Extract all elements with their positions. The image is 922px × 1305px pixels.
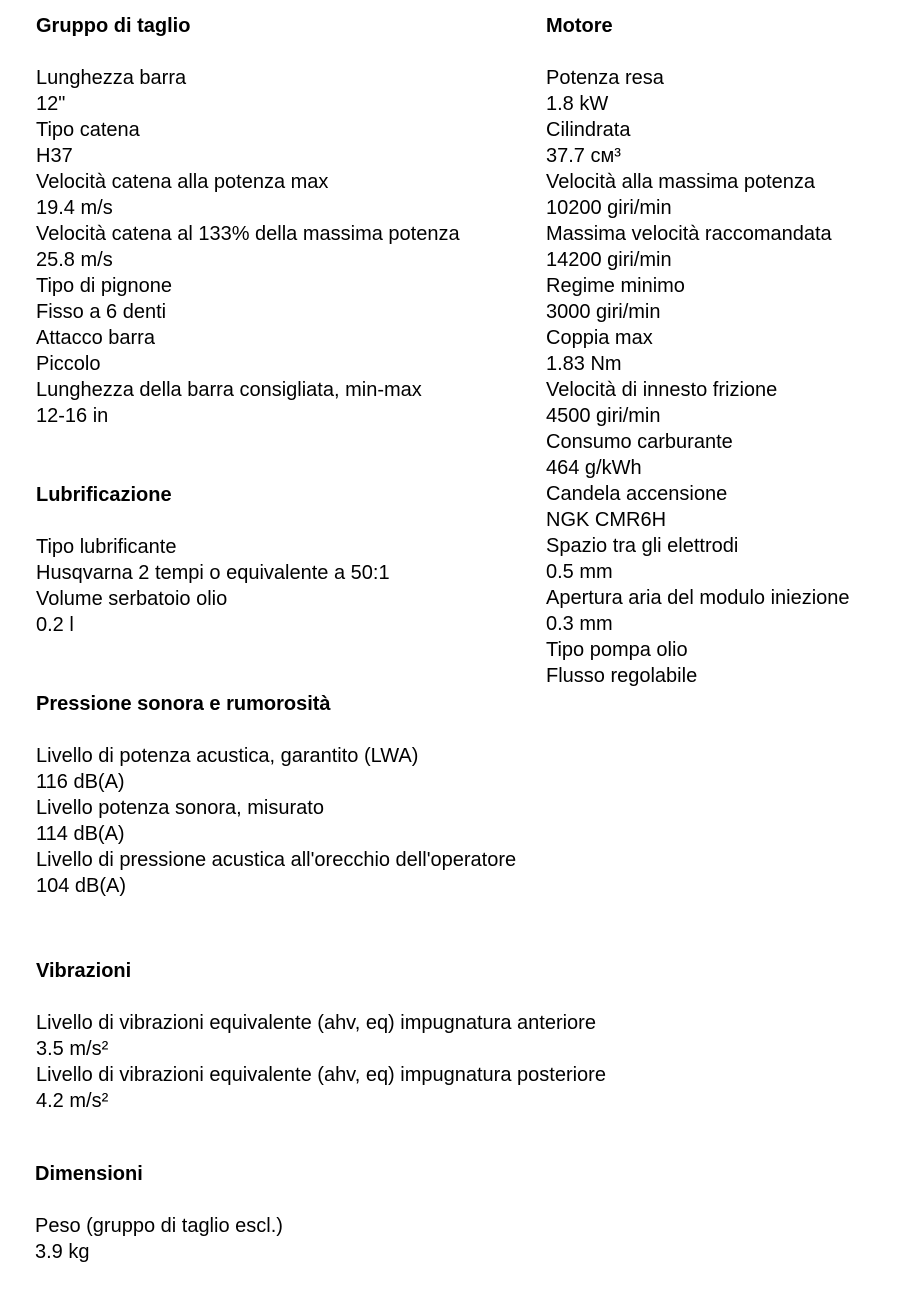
spec-value: 4500 giri/min [546, 405, 661, 427]
spec-label: Candela accensione [546, 483, 728, 505]
spec-value: 0.5 mm [546, 561, 613, 583]
spec-label: Livello di potenza acustica, garantito (LWA) [36, 745, 419, 767]
spec-value: NGK CMR6H [546, 509, 667, 531]
spec-list-vibration [36, 1010, 606, 1114]
section-title-vibration: Vibrazioni [36, 960, 132, 982]
spec-value: 19.4 m/s [36, 197, 113, 219]
spec-value: 114 dB(A) [36, 823, 125, 845]
spec-value: 3000 giri/min [546, 301, 661, 323]
spec-value: 464 g/kWh [546, 457, 642, 479]
spec-value: 1.8 kW [546, 93, 609, 115]
spec-label: Potenza resa [546, 67, 664, 89]
spec-value: 12-16 in [36, 405, 109, 427]
section-sound [36, 691, 516, 899]
spec-label: Livello di vibrazioni equivalente (ahv, eq) impugnatura posteriore [36, 1064, 606, 1086]
spec-label: Velocità alla massima potenza [546, 171, 816, 193]
section-engine [546, 13, 850, 689]
spec-value: Flusso regolabile [546, 665, 698, 687]
section-title-sound: Pressione sonora e rumorosità [36, 693, 331, 715]
spec-label: Velocità catena al 133% della massima potenza [36, 223, 460, 245]
spec-value: 116 dB(A) [36, 771, 125, 793]
section-lubrication [36, 482, 390, 638]
section-cutting [36, 13, 460, 429]
spec-label: Tipo di pignone [36, 275, 173, 297]
spec-label: Consumo carburante [546, 431, 733, 453]
spec-label: Velocità di innesto frizione [546, 379, 778, 401]
spec-value: Piccolo [36, 353, 101, 375]
section-title-cutting: Gruppo di taglio [36, 15, 191, 37]
spec-value: Husqvarna 2 tempi o equivalente a 50:1 [36, 562, 390, 584]
spec-label: Livello di vibrazioni equivalente (ahv, eq) impugnatura anteriore [36, 1012, 596, 1034]
spec-label: Massima velocità raccomandata [546, 223, 832, 245]
spec-label: Velocità catena alla potenza max [36, 171, 329, 193]
spec-label: Lunghezza della barra consigliata, min-max [36, 379, 422, 401]
spec-list-engine [546, 65, 850, 689]
spec-label: Cilindrata [546, 119, 631, 141]
spec-value: 1.83 Nm [546, 353, 622, 375]
spec-value: 0.3 mm [546, 613, 613, 635]
spec-value: 4.2 m/s² [36, 1090, 109, 1112]
spec-label: Tipo lubrificante [36, 536, 177, 558]
section-title-engine: Motore [546, 15, 613, 37]
spec-label: Attacco barra [36, 327, 155, 349]
spec-label: Tipo catena [36, 119, 140, 141]
spec-list-dimensions [35, 1213, 283, 1265]
section-title-lubrication: Lubrificazione [36, 484, 172, 506]
spec-label: Spazio tra gli elettrodi [546, 535, 739, 557]
spec-label: Livello di pressione acustica all'orecchio dell'operatore [36, 849, 517, 871]
section-vibration [36, 958, 606, 1114]
spec-value: 104 dB(A) [36, 875, 127, 897]
spec-value: 14200 giri/min [546, 249, 672, 271]
spec-list-lubrication [36, 534, 390, 638]
spec-value: 10200 giri/min [546, 197, 672, 219]
spec-value: Fisso a 6 denti [36, 301, 167, 323]
spec-label: Apertura aria del modulo iniezione [546, 587, 850, 609]
spec-list-sound [36, 743, 516, 899]
spec-value: 25.8 m/s [36, 249, 113, 271]
spec-label: Livello potenza sonora, misurato [36, 797, 324, 819]
spec-label: Volume serbatoio olio [36, 588, 228, 610]
spec-label: Tipo pompa olio [546, 639, 688, 661]
section-dimensions [35, 1161, 283, 1265]
spec-list-cutting [36, 65, 460, 429]
section-title-dimensions: Dimensioni [35, 1163, 143, 1185]
spec-value: 0.2 l [36, 614, 74, 636]
spec-value: 37.7 см³ [546, 145, 621, 167]
spec-value: 3.5 m/s² [36, 1038, 109, 1060]
spec-label: Peso (gruppo di taglio escl.) [35, 1215, 283, 1237]
spec-label: Lunghezza barra [36, 67, 187, 89]
spec-value: 12" [36, 93, 66, 115]
spec-label: Coppia max [546, 327, 653, 349]
spec-value: H37 [36, 145, 73, 167]
spec-value: 3.9 kg [35, 1241, 90, 1263]
spec-label: Regime minimo [546, 275, 685, 297]
